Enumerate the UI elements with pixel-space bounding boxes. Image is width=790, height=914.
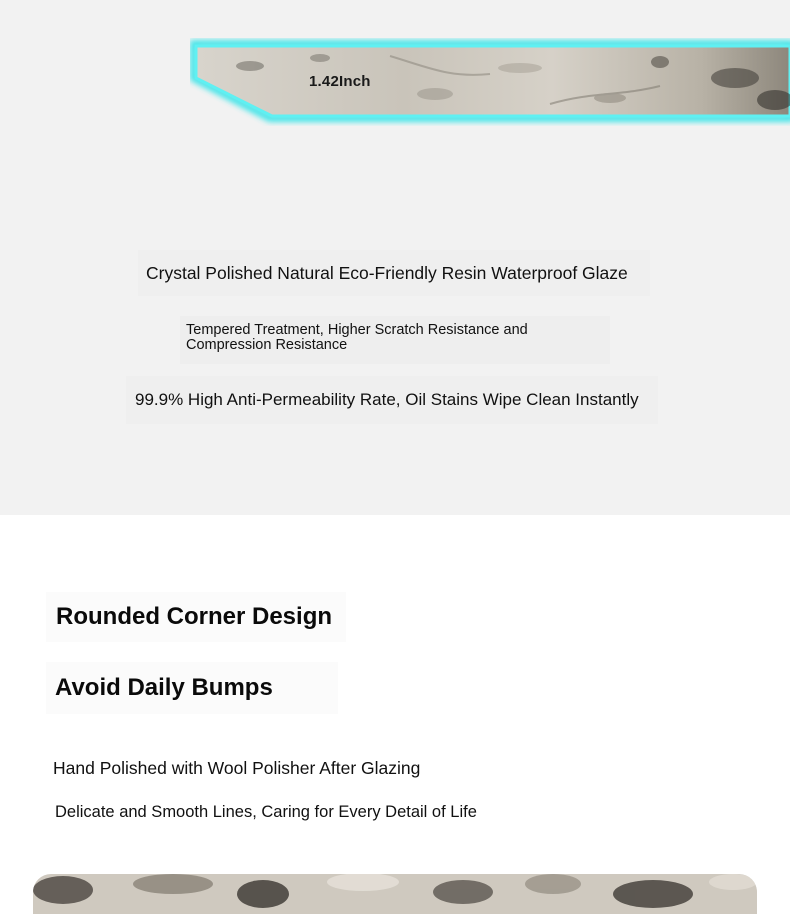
feature-waterproof-glaze: Crystal Polished Natural Eco-Friendly Resin Waterproof Glaze [138, 250, 650, 296]
heading-rounded-corner: Rounded Corner Design [46, 592, 346, 642]
marble-slab-image [190, 38, 790, 126]
text-hand-polished: Hand Polished with Wool Polisher After Glazing [53, 758, 421, 778]
marble-surface-image [33, 874, 757, 914]
heading-avoid-bumps: Avoid Daily Bumps [46, 662, 338, 714]
marble-surface-graphic [33, 874, 757, 914]
marble-slab-graphic [190, 38, 790, 126]
thickness-label: 1.42Inch [309, 73, 371, 90]
text-smooth-lines: Delicate and Smooth Lines, Caring for Every Detail of Life [55, 803, 477, 821]
feature-anti-permeability: 99.9% High Anti-Permeability Rate, Oil Stains Wipe Clean Instantly [126, 376, 658, 424]
feature-scratch-resistance: Tempered Treatment, Higher Scratch Resistance and Compression Resistance [180, 316, 610, 364]
